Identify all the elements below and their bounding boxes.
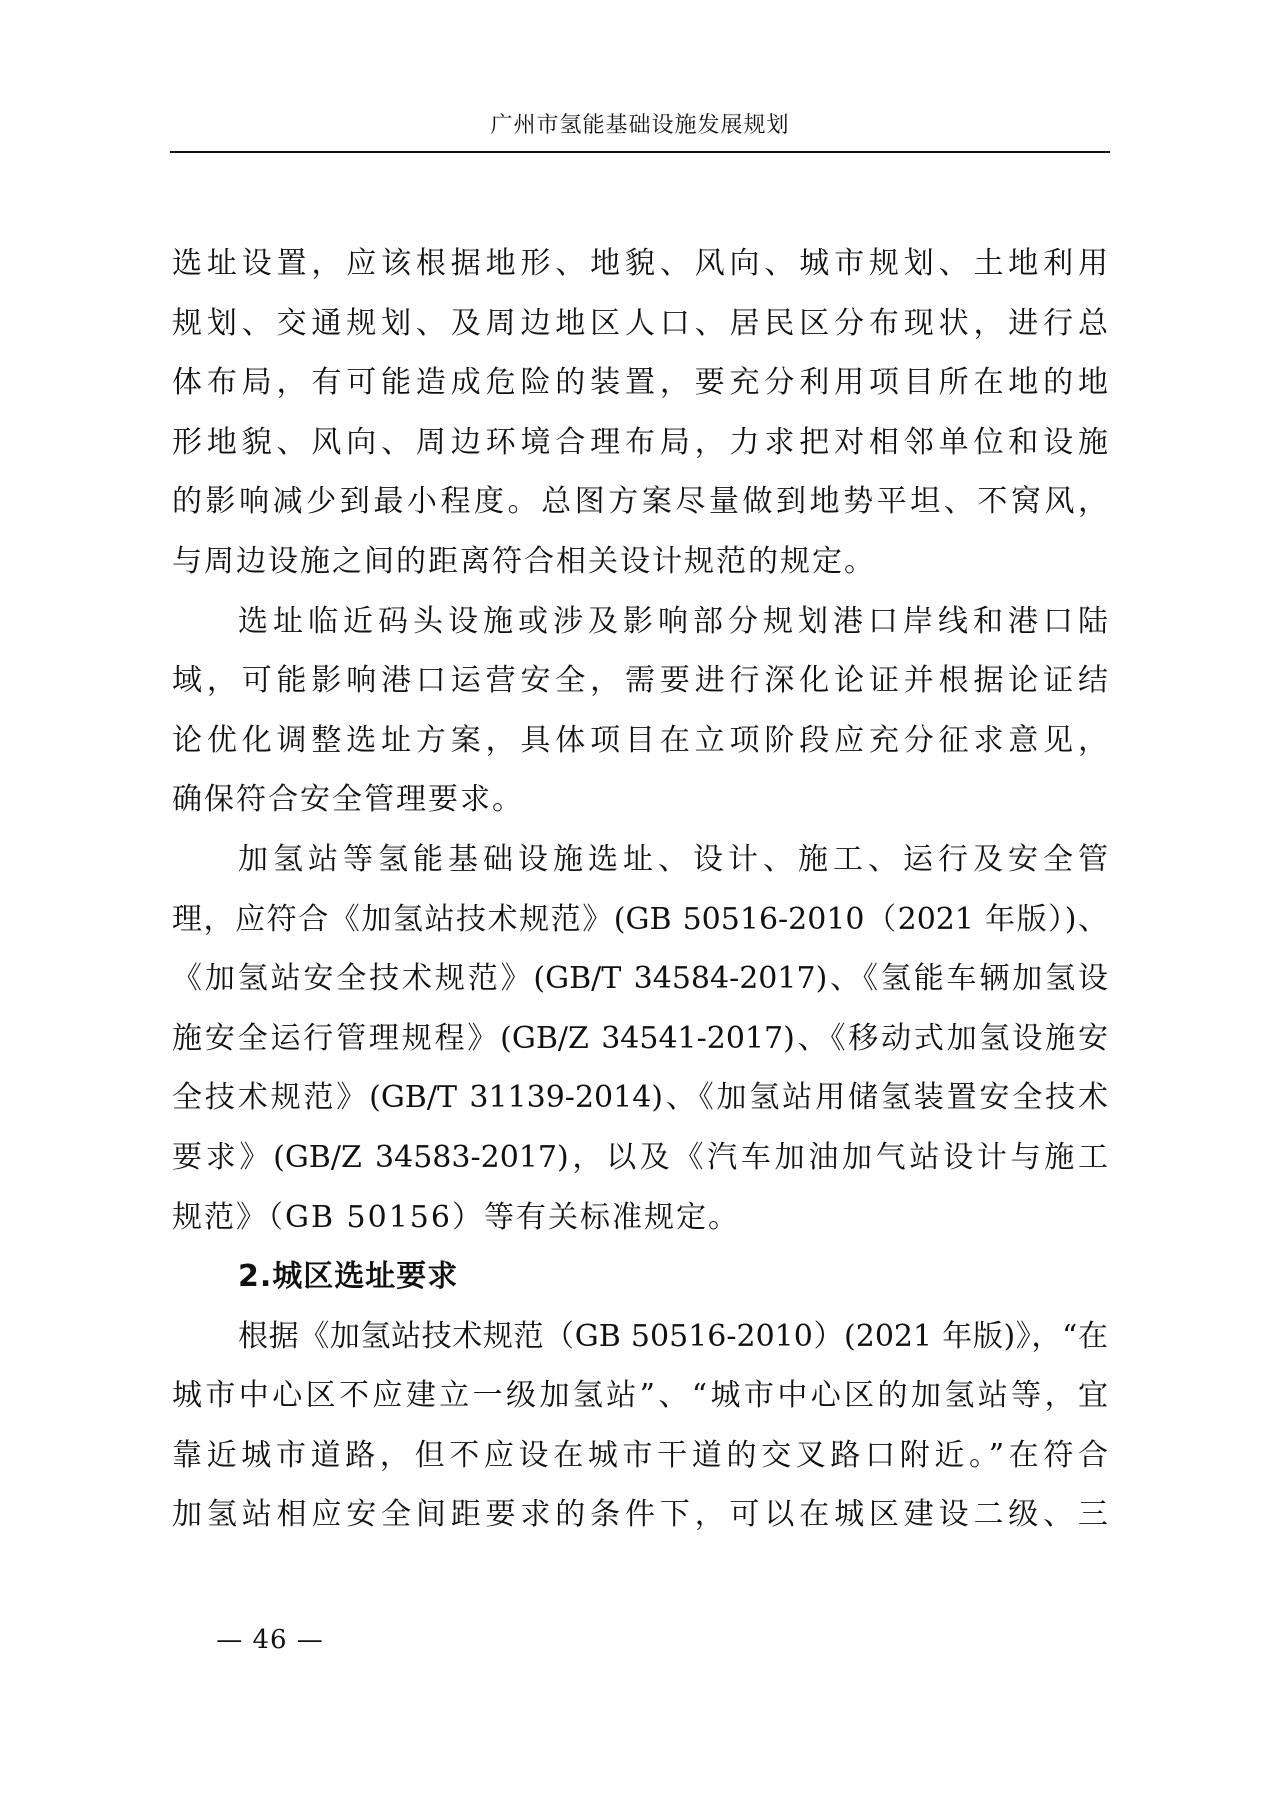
text-line: 靠近城市道路，但不应设在城市干道的交叉路口附近。”在符合 [172,1437,1108,1473]
text-line: 论优化调整选址方案，具体项目在立项阶段应充分征求意见， [172,722,1108,758]
text-line: 形地貌、风向、周边环境合理布局，力求把对相邻单位和设施 [172,424,1108,460]
text-line: 确保符合安全管理要求。 [172,782,524,818]
text-line: 理，应符合《加氢站技术规范》(GB 50516-2010（2021 年版）)、 [172,901,1108,937]
text-line: 要求》(GB/Z 34583-2017)，以及《汽车加油加气站设计与施工 [172,1139,1108,1175]
text-line: 加氢站等氢能基础设施选址、设计、施工、运行及安全管 [238,841,1108,877]
text-line: 规划、交通规划、及周边地区人口、居民区分布现状，进行总 [172,305,1108,341]
page-number: — 46 — [216,1625,324,1655]
text-line: 规范》（GB 50156）等有关标准规定。 [172,1199,740,1235]
running-header-title: 广州市氢能基础设施发展规划 [490,113,790,138]
text-line: 选址临近码头设施或涉及影响部分规划港口岸线和港口陆 [238,603,1108,639]
text-line: 根据《加氢站技术规范（GB 50516-2010）(2021 年版)》，“在 [238,1318,1108,1354]
text-line: 与周边设施之间的距离符合相关设计规范的规定。 [172,543,876,579]
text-line: 加氢站相应安全间距要求的条件下，可以在城区建设二级、三 [172,1497,1108,1533]
text-line: 的影响减少到最小程度。总图方案尽量做到地势平坦、不窝风， [172,484,1108,520]
text-line: 全技术规范》(GB/T 31139-2014)、《加氢站用储氢装置安全技术 [172,1080,1108,1116]
header-divider [170,151,1110,153]
text-line: 选址设置，应该根据地形、地貌、风向、城市规划、土地利用 [172,246,1108,281]
text-line: 城市中心区不应建立一级加氢站”、“城市中心区的加氢站等，宜 [172,1378,1108,1414]
text-line: 域，可能影响港口运营安全，需要进行深化论证并根据论证结 [172,663,1108,699]
text-line: 《加氢站安全技术规范》(GB/T 34584-2017)、《氢能车辆加氢设 [172,961,1108,997]
section-heading: 2.城区选址要求 [238,1259,459,1295]
text-line: 施安全运行管理规程》(GB/Z 34541-2017)、《移动式加氢设施安 [172,1020,1108,1056]
body-text [172,234,1108,1545]
text-line: 体布局，有可能造成危险的装置，要充分利用项目所在地的地 [172,365,1108,401]
